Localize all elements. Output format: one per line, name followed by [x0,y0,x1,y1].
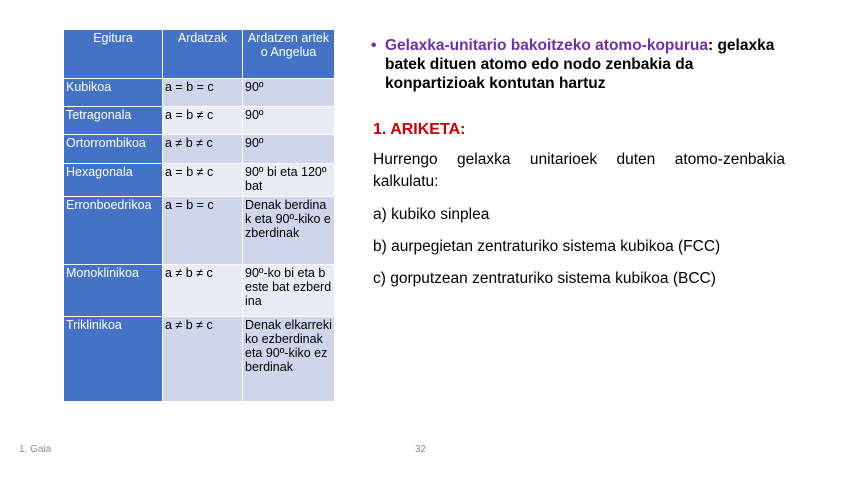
table-row [64,197,335,265]
exercise-prompt: Hurrengo gelaxka unitarioek duten atomo-zenbakia kalkulatu: [373,151,785,190]
exercise-item-c: c) gorputzean zentraturiko sistema kubikoa (BCC) [373,270,716,287]
angle-cell: 90º-ko bi eta beste bat ezberdina [243,265,335,317]
angle-cell: 90º [243,79,335,107]
definition-text [385,36,785,93]
axes-cell: a ≠ b ≠ c [163,265,243,317]
footer-chapter: 1. Gaia [19,444,52,455]
table-row [64,164,335,197]
system-cell: Triklinikoa [64,317,163,402]
definition-colon: : [707,37,714,54]
exercise-title: 1. ARIKETA: [373,121,466,138]
table-row [64,79,335,107]
header-structure: Egitura [64,30,163,79]
table-row [64,107,335,135]
page-number: 32 [415,444,427,455]
axes-cell: a = b ≠ c [163,164,243,197]
axes-cell: a = b = c [163,79,243,107]
system-cell: Erronboedrikoa [64,197,163,265]
header-axes: Ardatzak [163,30,243,79]
axes-cell: a = b = c [163,197,243,265]
bullet-icon: • [371,37,377,54]
system-cell: Tetragonala [64,107,163,135]
angle-cell: Denak berdinak eta 90º-kiko ezberdinak [243,197,335,265]
system-cell: Monoklinikoa [64,265,163,317]
system-cell: Kubikoa [64,79,163,107]
table-row [64,135,335,164]
exercise-item-a: a) kubiko sinplea [373,206,490,223]
exercise-item-b: b) aurpegietan zentraturiko sistema kubikoa (FCC) [373,238,721,255]
system-cell: Hexagonala [64,164,163,197]
crystal-systems-table [63,29,335,402]
axes-cell: a ≠ b ≠ c [163,317,243,402]
angle-cell: 90º [243,107,335,135]
header-angle: Ardatzen arteko Angelua [243,30,335,79]
angle-cell: 90º [243,135,335,164]
content-panel [371,36,785,289]
table-header-row [64,30,335,79]
axes-cell: a ≠ b ≠ c [163,135,243,164]
angle-cell: 90º bi eta 120º bat [243,164,335,197]
table-row [64,265,335,317]
definition-bullet [371,36,785,93]
angle-cell: Denak elkarrekiko ezberdinak eta 90º-kiko ezberdinak [243,317,335,402]
table-row [64,317,335,402]
axes-cell: a = b ≠ c [163,107,243,135]
definition-body: gelaxka batek dituen atomo edo nodo zenbakia da konpartizioak kontutan hartuz [385,37,775,92]
definition-term: Gelaxka-unitario bakoitzeko atomo-kopurua [385,37,708,54]
system-cell: Ortorrombikoa [64,135,163,164]
